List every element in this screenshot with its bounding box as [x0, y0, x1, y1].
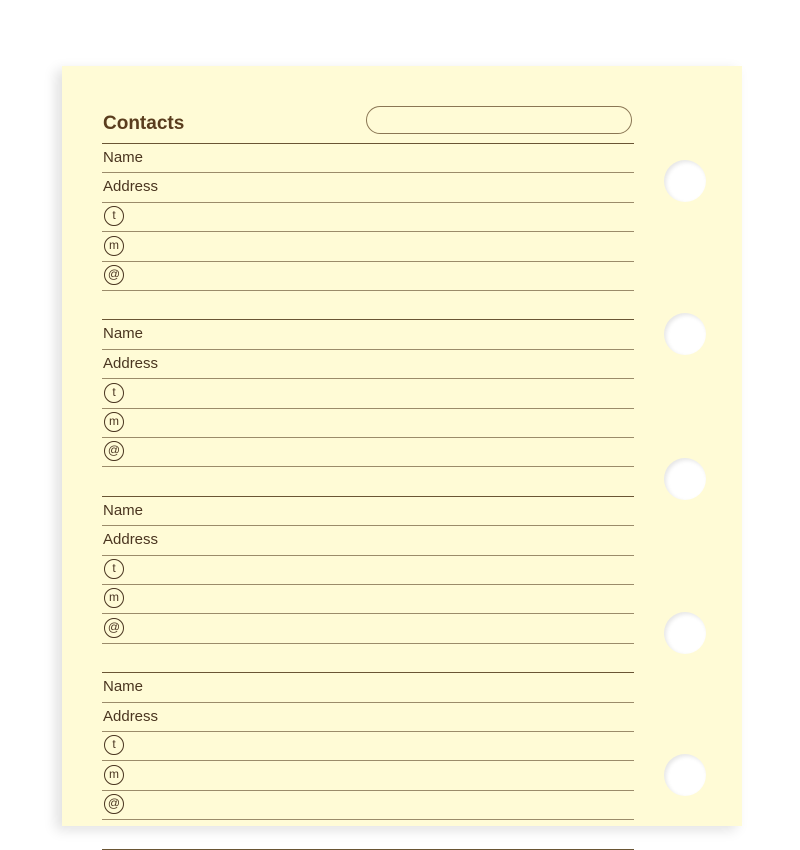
ruled-line[interactable]	[102, 525, 634, 526]
address-label: Address	[103, 531, 159, 549]
entry-separator	[102, 496, 634, 497]
mobile-icon: m	[104, 412, 124, 432]
punch-hole	[664, 754, 706, 796]
ruled-line[interactable]	[102, 231, 634, 232]
ruled-line[interactable]	[102, 408, 634, 409]
page-title: Contacts	[103, 113, 185, 134]
email-icon: @	[104, 618, 124, 638]
ruled-line[interactable]	[102, 466, 634, 467]
phone-icon: t	[104, 735, 124, 755]
name-label: Name	[103, 678, 144, 696]
mobile-icon: m	[104, 236, 124, 256]
ruled-line[interactable]	[102, 202, 634, 203]
planner-page	[62, 66, 742, 826]
phone-icon: t	[104, 559, 124, 579]
title-field[interactable]	[366, 106, 632, 134]
address-label: Address	[103, 178, 159, 196]
ruled-line[interactable]	[102, 702, 634, 703]
ruled-line[interactable]	[102, 613, 634, 614]
ruled-line[interactable]	[102, 819, 634, 820]
ruled-line[interactable]	[102, 290, 634, 291]
ruled-line[interactable]	[102, 437, 634, 438]
ruled-line[interactable]	[102, 261, 634, 262]
ruled-line[interactable]	[102, 555, 634, 556]
address-label: Address	[103, 707, 159, 725]
email-icon: @	[104, 794, 124, 814]
mobile-icon: m	[104, 765, 124, 785]
punch-hole	[664, 612, 706, 654]
punch-hole	[664, 313, 706, 355]
name-label: Name	[103, 325, 144, 343]
ruled-line[interactable]	[102, 731, 634, 732]
mobile-icon: m	[104, 588, 124, 608]
phone-icon: t	[104, 206, 124, 226]
entry-separator	[102, 319, 634, 320]
name-label: Name	[103, 149, 144, 166]
entry-separator	[102, 849, 634, 850]
entry-separator	[102, 143, 634, 144]
name-label: Name	[103, 501, 144, 519]
punch-hole	[664, 458, 706, 500]
ruled-line[interactable]	[102, 584, 634, 585]
ruled-line[interactable]	[102, 349, 634, 350]
ruled-line[interactable]	[102, 643, 634, 644]
address-label: Address	[103, 354, 159, 372]
email-icon: @	[104, 441, 124, 461]
punch-hole	[664, 160, 706, 202]
phone-icon: t	[104, 383, 124, 403]
ruled-line[interactable]	[102, 378, 634, 379]
ruled-line[interactable]	[102, 790, 634, 791]
email-icon: @	[104, 265, 124, 285]
entry-separator	[102, 672, 634, 673]
ruled-line[interactable]	[102, 760, 634, 761]
ruled-line[interactable]	[102, 172, 634, 173]
